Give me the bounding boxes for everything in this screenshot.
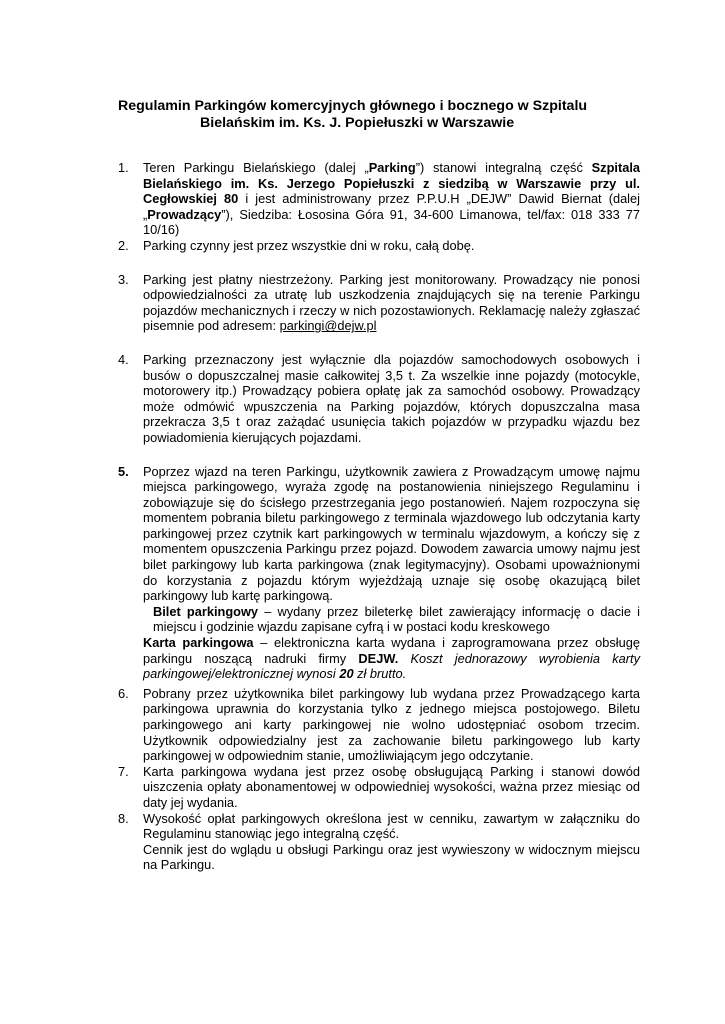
- item-number: 2.: [118, 237, 129, 253]
- list-item-8: [118, 811, 640, 873]
- title-line-1: Regulamin Parkingów komercyjnych głównego i bocznego w Szpitalu: [118, 98, 588, 114]
- item-text: Parking przeznaczony jest wyłącznie dla pojazdów samochodowych osobowych i busów o dopuszczalnej masie całkowitej 3,5 t. Za wszelkie inne pojazdy (motocykle, motorowery itp.) Prowadzący pobiera opłatę jak za samochód osobowy. Prowadzący może odmówić wpuszczenia na Parking pojazdów, których dopuszczalna masa przekracza 3,5 t oraz zażądać usunięcia takich pojazdów w przypadku wjazdu bez powiadomienia kierujących pojazdami.: [143, 351, 640, 445]
- list-item-7: [118, 764, 640, 811]
- document-title: [118, 98, 618, 132]
- list-item-5: [118, 464, 640, 682]
- item-number: 3.: [118, 271, 129, 287]
- item-text: Poprzez wjazd na teren Parkingu, użytkownik zawiera z Prowadzącym umowę najmu miejsca parkingowego, wyraża zgodę na postanowienia niniejszego Regulaminu i zobowiązuje się do ścisłego przestrzegania jego postanowień. Najem rozpoczyna się momentem pobrania biletu parkingowego z terminala wjazdowego lub odczytania karty parkingowej przez czytnik kart parkingowych w terminalu wjazdowym, a kończy się z momentem opuszczenia Parkingu przez pojazd. Dowodem zawarcia umowy najmu jest bilet parkingowy lub karta parkingowa (znak legitymacyjny). Osobami upoważnionymi do korzystania z pojazdu którym wyjeżdżają uznaje się osobę okazującą bilet parkingowy lub kartę parkingową.: [143, 463, 640, 604]
- item-text: Parking jest płatny niestrzeżony. Parking jest monitorowany. Prowadzący nie ponosi odpowiedzialności za utratę lub uszkodzenia znajdujących się na terenie Parkingu pojazdów mechanicznych i rzeczy w nich pozostawionych. Reklamację należy zgłaszać pisemnie pod adresem: parkingi@dejw.pl: [143, 271, 640, 334]
- email-link[interactable]: parkingi@dejw.pl: [279, 318, 377, 334]
- title-line-2: Bielańskim im. Ks. J. Popiełuszki w Warszawie: [200, 115, 515, 131]
- list-item-1: [118, 160, 640, 238]
- list-item-4: [118, 352, 640, 446]
- item-text: Karta parkingowa wydana jest przez osobę obsługującą Parking i stanowi dowód uiszczenia opłaty abonamentowej w odpowiedniej wysokości, ważna przez miesiąc od daty jej wydania.: [143, 763, 640, 810]
- regulations-list: [118, 160, 640, 873]
- item-number: 5.: [118, 463, 129, 479]
- item-number: 6.: [118, 685, 129, 701]
- item-number: 7.: [118, 763, 129, 779]
- card-definition: Karta parkingowa – elektroniczna karta wydana i zaprogramowana przez obsługę parkingu noszącą nadruki firmy DEJW. Koszt jednorazowy wyrobienia karty parkingowej/elektronicznej wynosi 20 zł brutto.: [143, 635, 640, 682]
- ticket-definition: Bilet parkingowy – wydany przez bileterkę bilet zawierający informację o dacie i miejscu i godzinie wjazdu zapisane cyfrą i w postaci kodu kreskowego: [153, 603, 640, 635]
- item-number: 1.: [118, 160, 129, 175]
- item-text: Pobrany przez użytkownika bilet parkingowy lub wydana przez Prowadzącego karta parkingowa uprawnia do korzystania tylko z jednego miejsca postojowego. Biletu parkingowego ani karty parkingowej nie wolno udostępniać osobom trzecim. Użytkownik odpowiedzialny jest za zachowanie biletu parkingowego lub karty parkingowej w odpowiednim stanie, umożliwiającym jego odczytanie.: [143, 685, 640, 764]
- item-number: 8.: [118, 810, 129, 826]
- list-item-6: [118, 686, 640, 764]
- item-text-2: Cennik jest do wglądu u obsługi Parkingu oraz jest wywieszony w widocznym miejscu na Parkingu.: [143, 841, 640, 873]
- item-text: Teren Parkingu Bielańskiego (dalej „Parking”) stanowi integralną część Szpitala Bielańskiego im. Ks. Jerzego Popiełuszki z siedzibą w Warszawie przy ul. Cegłowskiej 80 i jest administrowany przez P.P.U.H „DEJW” Dawid Biernat (dalej „Prowadzący”), Siedziba: Łososina Góra 91, 34-600 Limanowa, tel/fax: 018 333 77 10/16): [143, 160, 640, 238]
- item-text: Wysokość opłat parkingowych określona jest w cenniku, zawartym w załączniku do Regulaminu stanowiąc jego integralną część.: [143, 810, 640, 842]
- list-item-2: [118, 238, 640, 254]
- item-text: Parking czynny jest przez wszystkie dni w roku, całą dobę.: [143, 237, 475, 253]
- item-number: 4.: [118, 351, 129, 367]
- list-item-3: [118, 272, 640, 334]
